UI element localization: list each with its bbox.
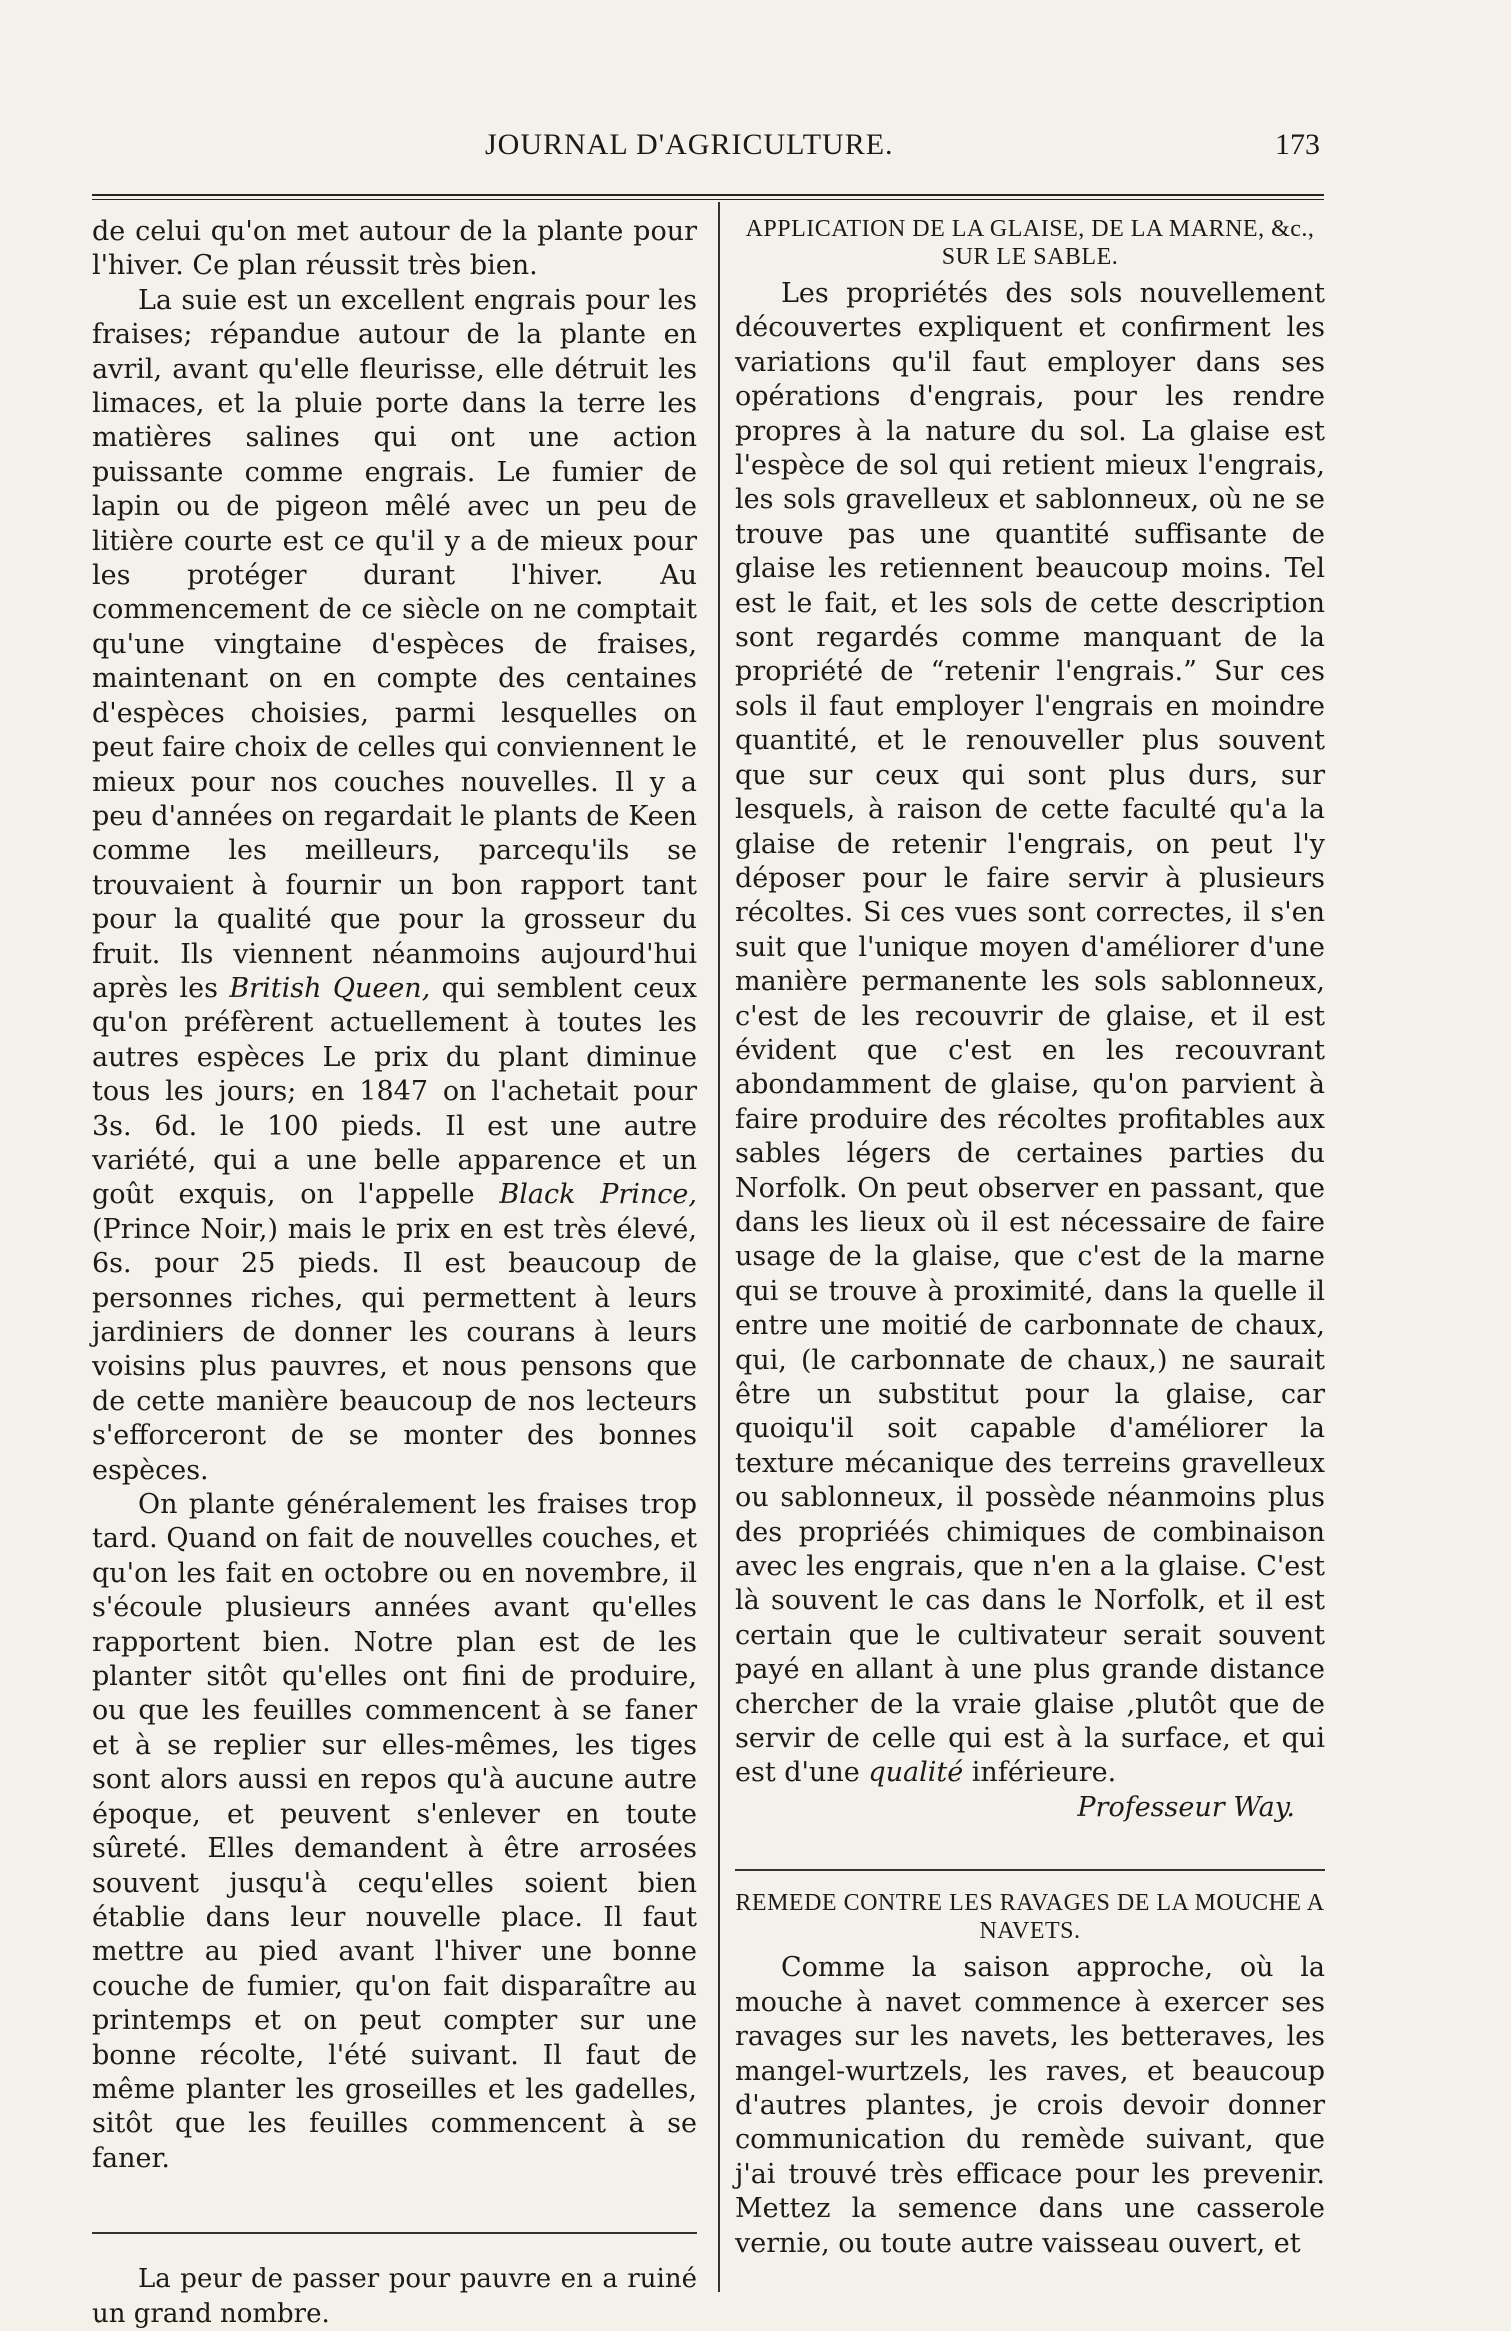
- emphasis-word: qualité: [868, 1757, 964, 1789]
- section-rule: [735, 1869, 1325, 1871]
- footnote-rule: [92, 2232, 697, 2234]
- left-column: [92, 215, 697, 2331]
- paragraph: On plante généralement les fraises trop tard. Quand on fait de nouvelles couches, et qu'on les fait en octobre ou en novembre, il s'écoule plusieurs années avant qu'elles rapportent bien. Notre plan est de les planter sitôt qu'elles ont fini de produire, ou que les feuilles commencent à se faner et à se replier sur elles-mêmes, les tiges sont alors aussi en repos qu'à aucune autre époque, et peuvent s'enlever en toute sûreté. Elles demandent à être arrosées souvent jusqu'à cequ'elles soient bien établie dans leur nouvelle place. Il faut mettre au pied avant l'hiver une bonne couche de fumier, qu'on fait disparaître au printemps et on peut compter sur une bonne récolte, l'été suivant. Il faut de même planter les groseilles et les gadelles, sitôt que les feuilles commencent à se faner.: [92, 1489, 697, 2174]
- page-number: 173: [1275, 128, 1320, 161]
- article-text: Les propriétés des sols nouvellement découvertes expliquent et confirment les variations qu'il faut employer dans ses opérations d'engrais, pour les rendre propres à la nature du sol. La glaise est l'espèce de sol qui retient mieux l'engrais, les sols gravelleux et sablonneux, où ne se trouve pas une quantité suffisante de glaise les retiennent beaucoup moins. Tel est le fait, et les sols de cette description sont regardés comme manquant de la propriété de “retenir l'engrais.” Sur ces sols il faut employer l'engrais en moindre quantité, et le renouveller plus souvent que sur ceux qui sont plus durs, sur lesquels, à raison de cette faculté qu'a la glaise de retenir l'engrais, on peut l'y déposer pour le faire servir à plusieurs récoltes. Si ces vues sont correctes, il s'en suit que l'unique moyen d'améliorer d'une manière permanente les sols sablonneux, c'est de les recouvrir de glaise, et il est évident que c'est en les recouvrant abondamment de glaise, qu'on parvient à faire produire des récoltes profitables aux sables légers de certaines parties du Norfolk. On peut observer en passant, que dans les lieux où il est nécessaire de faire usage de la glaise, que c'est de la marne qui se trouve à proximité, dans la quelle il entre une moitié de carbonnate de chaux, qui, (le carbonnate de chaux,) ne saurait être un substitut pour la glaise, car quoiqu'il soit capable d'améliorer la texture mécanique des terreins gravelleux ou sablonneux, il possède néanmoins plus des propriéés chimiques de combinaison avec les engrais, que n'en a la glaise. C'est là souvent le cas dans le Norfolk, et il est certain que le cultivateur serait souvent payé en allant à une plus grande distance chercher de la vraie glaise ,plutôt que de servir de celle qui est à la surface, et qui est d'une: [735, 278, 1325, 1789]
- column-divider: [718, 202, 720, 2292]
- journal-title: JOURNAL D'AGRICULTURE.: [485, 128, 894, 161]
- article-text: inférieure.: [971, 1757, 1117, 1789]
- variety-name: British Queen,: [229, 972, 431, 1004]
- header-rule: [92, 194, 1324, 200]
- paragraph: de celui qu'on met autour de la plante pour l'hiver. Ce plan réussit très bien.: [92, 216, 697, 282]
- paragraph-text: (Prince Noir,) mais le prix en est très élevé, 6s. pour 25 pieds. Il est beaucoup de personnes riches, qui permettent à leurs jardiniers de donner les courans à leurs voisins plus pauvres, et nous pensons que de cette manière beaucoup de nos lecteurs s'efforceront de se monter des bonnes espèces.: [92, 1213, 697, 1486]
- article-body: Comme la saison approche, où la mouche à navet commence à exercer ses ravages sur les navets, les betteraves, les mangel-wurtzels, les raves, et beaucoup d'autres plantes, je crois devoir donner communication du remède suivant, que j'ai trouvé très efficace pour les prevenir. Mettez la semence dans une casserole vernie, ou toute autre vaisseau ouvert, et: [735, 1952, 1325, 2259]
- article-signature: Professeur Way.: [1077, 1791, 1295, 1823]
- running-head: [90, 128, 1320, 168]
- variety-name: Black Prince,: [499, 1179, 697, 1211]
- article-heading: REMEDE CONTRE LES RAVAGES DE LA MOUCHE A NAVETS.: [735, 1890, 1325, 1945]
- article-heading: APPLICATION DE LA GLAISE, DE LA MARNE, &c., SUR LE SABLE.: [745, 216, 1315, 270]
- paragraph-text: qui semblent ceux qu'on préfèrent actuellement à toutes les autres espèces Le prix du plant diminue tous les jours; en 1847 on l'achetait pour 3s. 6d. le 100 pieds. Il est une autre variété, qui a une belle apparence et un goût exquis, on l'appelle: [92, 972, 697, 1211]
- right-column: [735, 215, 1325, 2261]
- footnote-text: La peur de passer pour pauvre en a ruiné un grand nombre.: [92, 2264, 697, 2329]
- article-body: [735, 277, 1325, 1791]
- paragraph: [92, 284, 697, 1488]
- paragraph-text: La suie est un excellent engrais pour les fraises; répandue autour de la plante en avril, avant qu'elle fleurisse, elle détruit les limaces, et la pluie porte dans la terre les matières salines qui ont une action puissante comme engrais. Le fumier de lapin ou de pigeon mêlé avec un peu de litière courte est ce qu'il y a de mieux pour les protéger durant l'hiver. Au commencement de ce siècle on ne comptait qu'une vingtaine d'espèces de fraises, maintenant on en compte des centaines d'espèces choisies, parmi lesquelles on peut faire choix de celles qui conviennent le mieux pour nos couches nouvelles. Il y a peu d'années on regardait le plants de Keen comme les meilleurs, parcequ'ils se trouvaient à fournir un bon rapport tant pour la qualité que pour la grosseur du fruit. Ils viennent néanmoins aujourd'hui après les: [92, 284, 697, 1004]
- footnote: [92, 2262, 697, 2331]
